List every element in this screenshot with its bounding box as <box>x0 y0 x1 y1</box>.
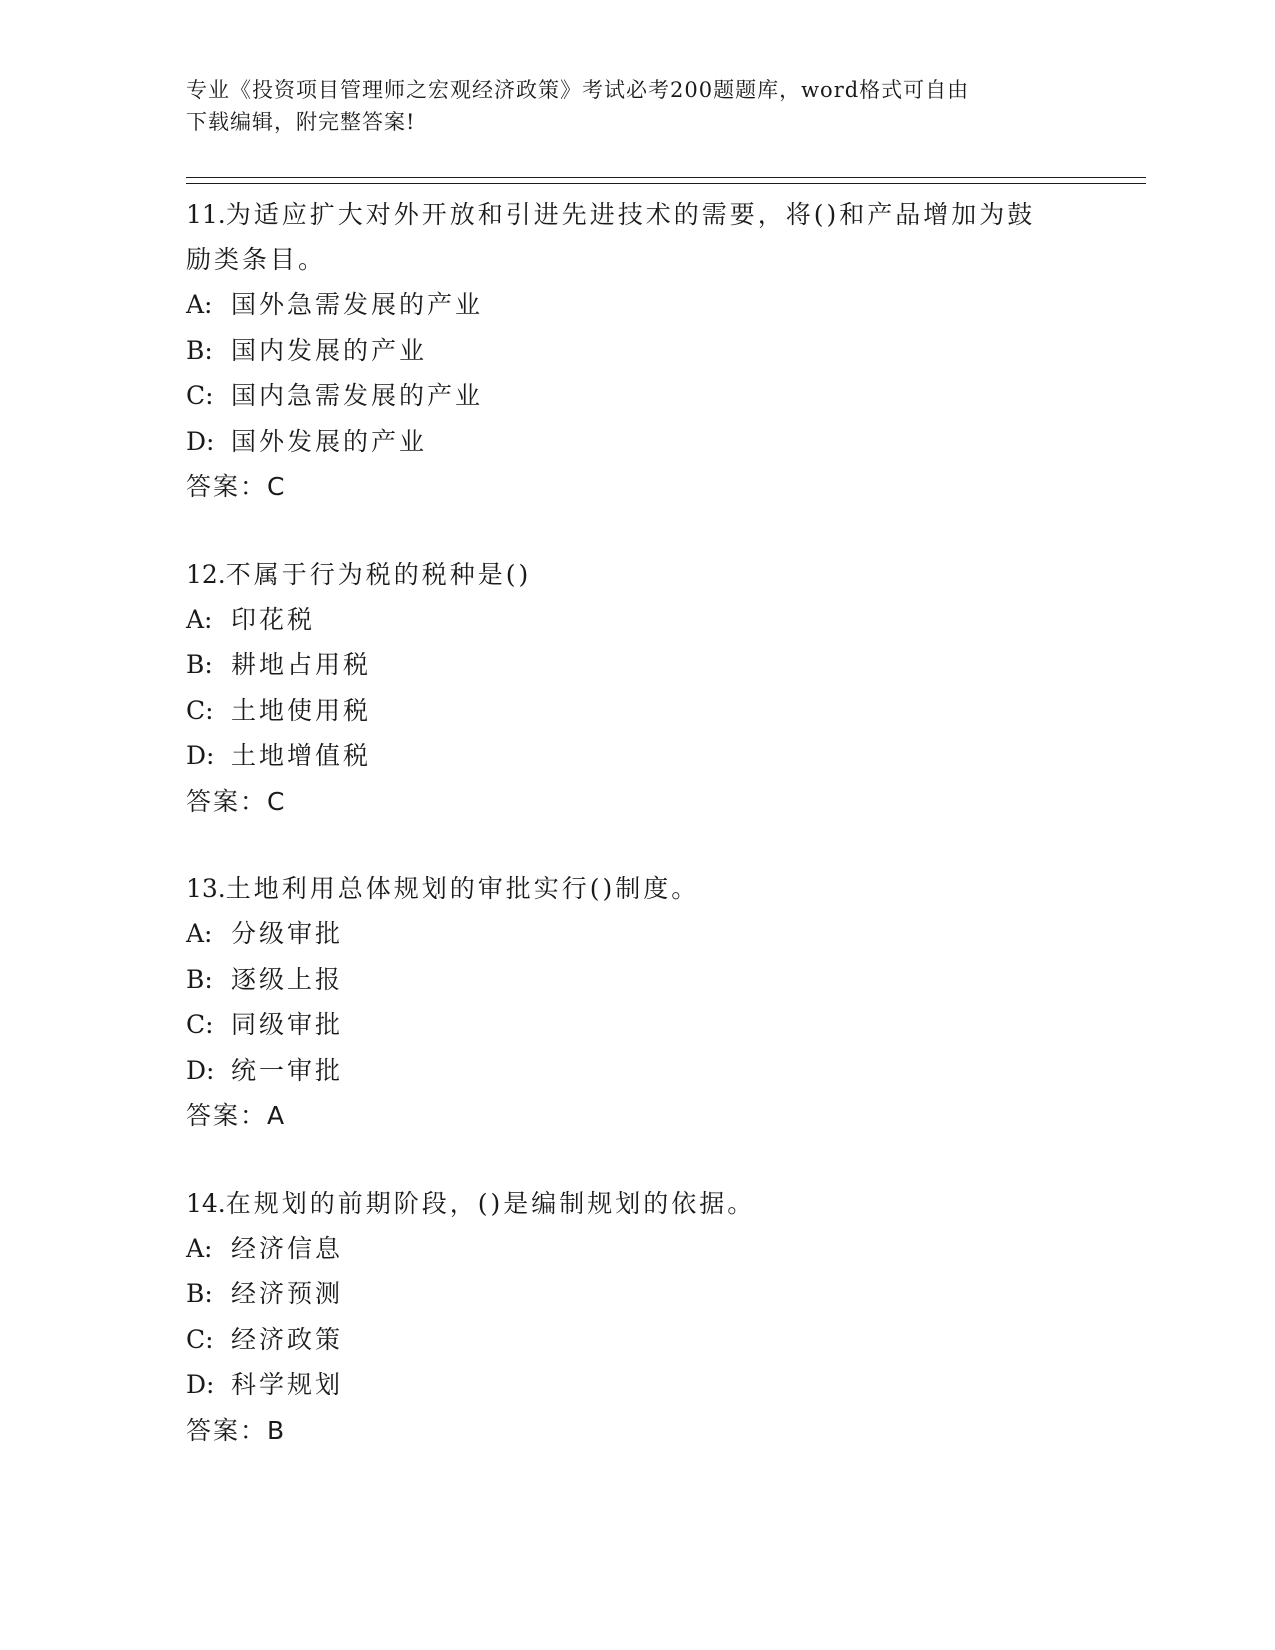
option-letter: A: <box>186 604 213 634</box>
option-letter: A: <box>186 290 213 319</box>
option-letter: D: <box>186 426 215 456</box>
option-a <box>186 597 1086 643</box>
option-c <box>186 373 1086 419</box>
option-letter: D: <box>186 741 215 770</box>
option-text: 统一审批 <box>231 1055 344 1085</box>
option-d <box>186 419 1086 465</box>
question-text-line-1: 土地利用总体规划的审批实行()制度。 <box>225 874 700 903</box>
option-letter: A: <box>186 1233 213 1263</box>
option-c <box>186 688 1086 734</box>
document-header <box>186 74 1086 138</box>
question-stem <box>186 552 1086 597</box>
question-stem <box>186 192 1086 237</box>
option-letter: D: <box>186 1370 215 1399</box>
option-letter: B: <box>186 650 213 679</box>
option-a <box>186 911 1086 957</box>
option-text: 经济预测 <box>231 1279 344 1308</box>
option-text: 逐级上报 <box>231 964 344 994</box>
option-d <box>186 1362 1086 1408</box>
option-a <box>186 282 1086 328</box>
option-text: 印花税 <box>231 604 316 634</box>
question-stem <box>186 866 1086 911</box>
question-text-line-1: 不属于行为税的税种是() <box>225 559 532 589</box>
option-text: 土地增值税 <box>231 741 372 770</box>
option-text: 耕地占用税 <box>231 650 372 679</box>
question-11 <box>186 192 1086 510</box>
question-text-line-1: 在规划的前期阶段，()是编制规划的依据。 <box>225 1188 756 1218</box>
option-text: 经济政策 <box>231 1324 344 1354</box>
answer-label: 答案： <box>186 1415 268 1445</box>
option-text: 经济信息 <box>231 1233 344 1263</box>
question-number: 11. <box>186 200 226 229</box>
option-text: 国内发展的产业 <box>231 335 428 365</box>
option-b <box>186 328 1086 374</box>
answer-line <box>186 464 1086 510</box>
question-14 <box>186 1181 1086 1454</box>
question-list <box>186 192 1086 1495</box>
option-text: 国外急需发展的产业 <box>231 290 484 319</box>
option-d <box>186 1048 1086 1094</box>
option-letter: A: <box>186 919 213 948</box>
question-text-line-1: 为适应扩大对外开放和引进先进技术的需要，将()和产品增加为鼓 <box>225 200 1036 229</box>
answer-value: A <box>267 1101 287 1130</box>
answer-line <box>186 1093 1086 1139</box>
header-divider-bottom <box>186 183 1146 184</box>
option-letter: B: <box>186 335 213 365</box>
option-text: 科学规划 <box>231 1370 344 1399</box>
option-letter: C: <box>186 381 214 410</box>
option-letter: D: <box>186 1055 215 1085</box>
option-c <box>186 1317 1086 1363</box>
option-letter: C: <box>186 695 214 725</box>
option-text: 国内急需发展的产业 <box>231 381 484 410</box>
answer-label: 答案： <box>186 786 268 816</box>
option-letter: C: <box>186 1010 214 1039</box>
answer-value: C <box>267 472 287 501</box>
answer-value: C <box>267 786 287 816</box>
option-b <box>186 957 1086 1003</box>
answer-line <box>186 1408 1086 1454</box>
question-number: 13. <box>186 874 226 903</box>
option-a <box>186 1226 1086 1272</box>
option-letter: C: <box>186 1324 214 1354</box>
option-text: 同级审批 <box>231 1010 344 1039</box>
option-text: 土地使用税 <box>231 695 372 725</box>
answer-label: 答案： <box>186 1101 268 1130</box>
option-b <box>186 642 1086 688</box>
question-12 <box>186 552 1086 825</box>
option-d <box>186 733 1086 779</box>
option-letter: B: <box>186 1279 213 1308</box>
option-letter: B: <box>186 964 213 994</box>
question-13 <box>186 866 1086 1139</box>
question-number: 12. <box>186 559 226 589</box>
answer-label: 答案： <box>186 472 268 501</box>
question-number: 14. <box>186 1188 226 1218</box>
option-text: 分级审批 <box>231 919 344 948</box>
header-line-2: 下载编辑，附完整答案! <box>186 110 416 134</box>
answer-line <box>186 779 1086 825</box>
option-c <box>186 1002 1086 1048</box>
answer-value: B <box>267 1415 287 1445</box>
question-stem <box>186 1181 1086 1226</box>
option-b <box>186 1271 1086 1317</box>
question-text-line-2: 励类条目。 <box>186 245 327 274</box>
option-text: 国外发展的产业 <box>231 426 428 456</box>
header-divider-top <box>186 177 1146 178</box>
header-line-1: 专业《投资项目管理师之宏观经济政策》考试必考200题题库，word格式可自由 <box>186 78 970 102</box>
